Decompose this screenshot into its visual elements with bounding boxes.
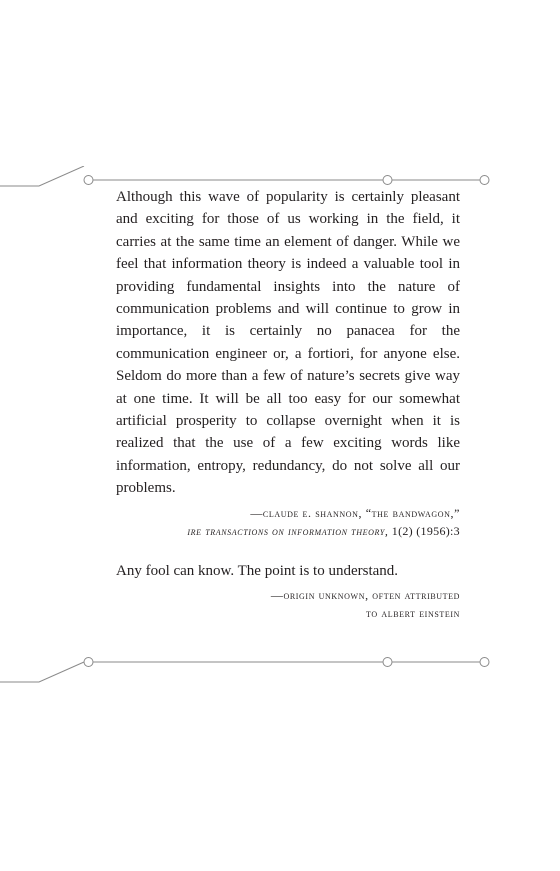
- epigraph-quote: Any fool can know. The point is to understand.: [116, 563, 399, 579]
- epigraph-attribution: [116, 586, 460, 622]
- attribution-author: —origin unknown, often attributed: [270, 588, 460, 603]
- attribution-source: [116, 522, 460, 540]
- attribution-journal: ire transactions on information theory,: [187, 523, 389, 538]
- bottom-decorative-rule: [0, 648, 560, 678]
- epigraph-quote: Although this wave of popularity is certainly pleasant and exciting for those of us working in the field, it carries at the same time an element of danger. While we feel that information theory is indeed a valuable tool in providing fundamental insights into the nature of communication problems and will continue to grow in importance, it is certainly no panacea for the communication engineer or, a fortiori, for anyone else. Seldom do more than a few of nature’s secrets give way at one time. It will be all too easy for our somewhat artificial prosperity to collapse overnight when it is realized that the use of a few exciting words like information, entropy, redundancy, do not solve all our problems.: [116, 189, 460, 497]
- epigraph-attribution: [116, 504, 460, 540]
- epigraph-einstein: [116, 560, 460, 622]
- attribution-author-cont: to albert einstein: [366, 606, 460, 621]
- epigraph-shannon: [116, 186, 460, 540]
- attribution-citation: 1(2) (1956):3: [388, 523, 460, 538]
- attribution-author: —claude e. shannon, “the bandwagon,”: [250, 505, 460, 520]
- circuit-line-icon: [0, 648, 560, 688]
